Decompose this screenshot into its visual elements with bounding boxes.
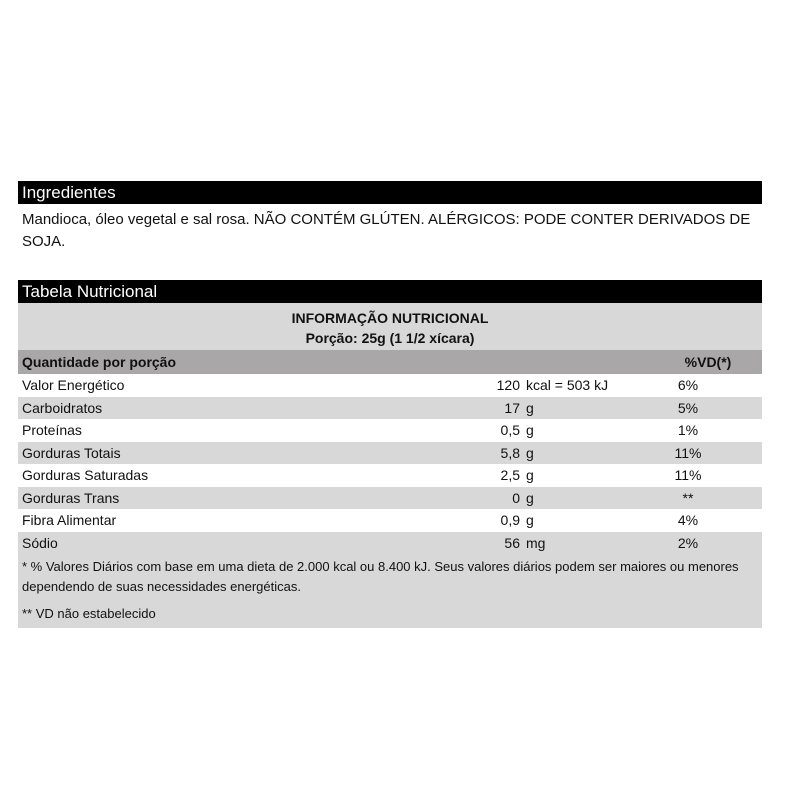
nutrition-title: INFORMAÇÃO NUTRICIONAL bbox=[291, 310, 489, 326]
nutrient-unit: g bbox=[526, 489, 534, 506]
nutrient-unit: g bbox=[526, 467, 534, 483]
vd-label: %VD(*) bbox=[684, 354, 732, 370]
table-row bbox=[18, 397, 762, 420]
nutrient-unit: g bbox=[526, 444, 534, 461]
nutrient-name: Proteínas bbox=[22, 422, 82, 438]
nutrient-value: 2,5 bbox=[500, 467, 520, 483]
quantity-header-row bbox=[18, 350, 762, 374]
table-row bbox=[18, 419, 762, 442]
portion-size: Porção: 25g (1 1/2 xícara) bbox=[305, 330, 475, 346]
nutrient-unit: g bbox=[526, 399, 534, 416]
nutrient-value: 17 bbox=[504, 399, 520, 416]
table-row bbox=[18, 374, 762, 397]
nutrient-vd: ** bbox=[682, 489, 694, 506]
nutrient-value: 0,9 bbox=[500, 512, 520, 528]
nutrient-unit: mg bbox=[526, 534, 546, 551]
quantity-label: Quantidade por porção bbox=[22, 354, 177, 370]
nutrient-vd: 6% bbox=[677, 377, 699, 393]
nutrient-vd: 4% bbox=[677, 512, 699, 528]
ingredients-header: Ingredientes bbox=[18, 181, 762, 204]
nutrient-unit: g bbox=[526, 422, 534, 438]
nutrient-name: Gorduras Totais bbox=[22, 444, 121, 461]
nutrient-name: Gorduras Trans bbox=[22, 489, 120, 506]
ingredients-text: Mandioca, óleo vegetal e sal rosa. NÃO CONTÉM GLÚTEN. ALÉRGICOS: PODE CONTER DERIVADOS DE SOJA. bbox=[22, 211, 751, 250]
nutrient-value: 120 bbox=[496, 377, 520, 393]
nutrient-unit: kcal = 503 kJ bbox=[526, 377, 609, 393]
footnote-daily-values: * % Valores Diários com base em uma dieta de 2.000 kcal ou 8.400 kJ. Seus valores diários podem ser maiores ou menores dependendo de suas necessidades energéticas. bbox=[22, 559, 739, 594]
footnote-vd-not-established: ** VD não estabelecido bbox=[22, 606, 156, 621]
nutrient-vd: 11% bbox=[674, 444, 702, 461]
nutrition-table-header: Tabela Nutricional bbox=[18, 280, 762, 303]
table-row bbox=[18, 464, 762, 487]
table-row bbox=[18, 509, 762, 532]
nutrient-name: Fibra Alimentar bbox=[22, 512, 117, 528]
nutrient-name: Carboidratos bbox=[22, 399, 103, 416]
nutrient-vd: 11% bbox=[674, 467, 702, 483]
nutrient-name: Sódio bbox=[22, 534, 58, 551]
nutrition-title-block bbox=[18, 303, 762, 350]
nutrient-vd: 2% bbox=[677, 534, 699, 551]
table-row bbox=[18, 487, 762, 510]
nutrient-name: Gorduras Saturadas bbox=[22, 467, 149, 483]
table-row bbox=[18, 442, 762, 465]
nutrient-unit: g bbox=[526, 512, 534, 528]
nutrient-value: 5,8 bbox=[500, 444, 520, 461]
nutrient-name: Valor Energético bbox=[22, 377, 125, 393]
nutrient-vd: 5% bbox=[677, 399, 699, 416]
nutrient-value: 0,5 bbox=[500, 422, 520, 438]
nutrient-value: 0 bbox=[512, 489, 520, 506]
nutrition-table bbox=[18, 303, 762, 628]
table-row bbox=[18, 532, 762, 555]
nutrient-vd: 1% bbox=[677, 422, 699, 438]
footnotes bbox=[18, 554, 762, 628]
nutrient-value: 56 bbox=[504, 534, 520, 551]
